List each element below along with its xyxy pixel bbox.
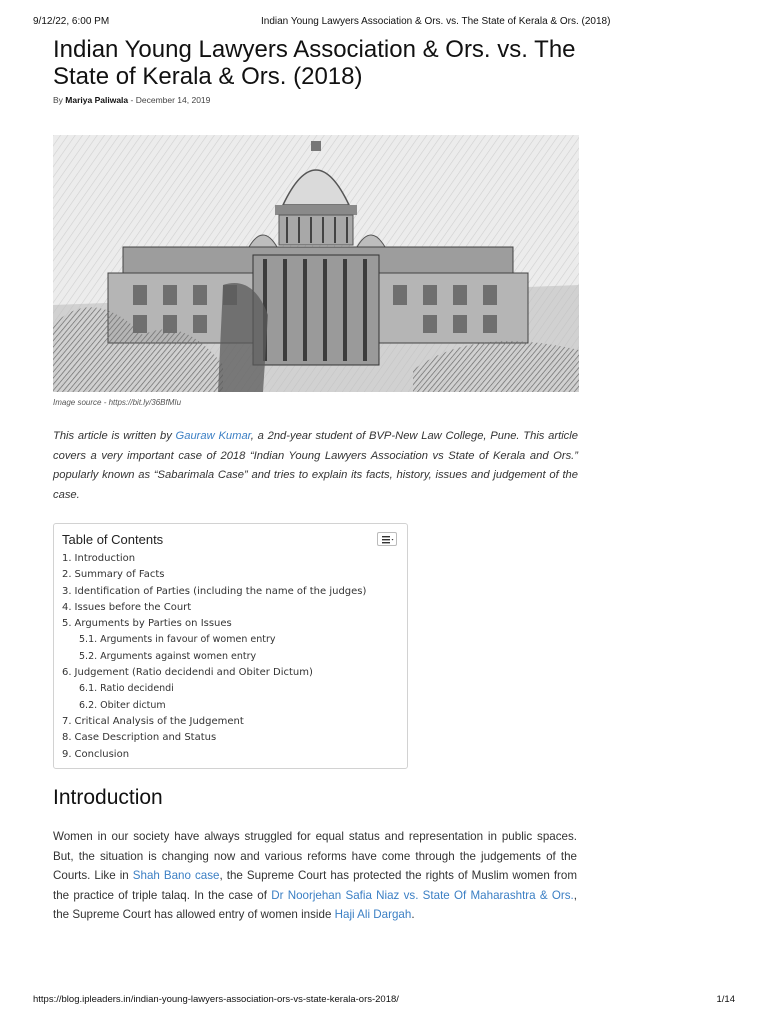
toc-item-number: 5.: [62, 618, 72, 630]
list-toggle-icon: [378, 534, 396, 546]
toc-item-label: Ratio decidendi: [100, 683, 174, 695]
toc-subitem[interactable]: [62, 698, 366, 714]
toc-subitem[interactable]: [62, 649, 366, 665]
toc-item[interactable]: [62, 567, 366, 583]
print-page-title: Indian Young Lawyers Association & Ors. vs. The State of Kerala & Ors. (2018): [261, 16, 611, 27]
by-label: By: [53, 95, 63, 105]
intro-body-text: , the Supreme Court has protected the rights of Muslim women from the practice of triple talaq. In the case of: [53, 869, 578, 902]
toc-item[interactable]: [62, 600, 366, 616]
toc-item[interactable]: [62, 747, 366, 763]
toc-item[interactable]: [62, 714, 366, 730]
image-caption: Image source - https://bit.ly/36BfMIu: [53, 398, 182, 407]
toc-item-number: 3.: [62, 585, 72, 597]
toc-item-label: Conclusion: [74, 748, 130, 760]
toc-item-label: Arguments in favour of women entry: [100, 634, 276, 646]
toc-item-number: 9.: [62, 748, 72, 760]
intro-text-before: This article is written by: [53, 430, 176, 442]
noorjehan-case-link[interactable]: Dr Noorjehan Safia Niaz vs. State Of Maharashtra & Ors.: [271, 888, 574, 902]
toc-item-label: Case Description and Status: [74, 732, 217, 744]
toc-item-number: 2.: [62, 569, 72, 581]
intro-body-text: , the Supreme Court has allowed entry of women inside: [53, 888, 577, 921]
toc-item-label: Summary of Facts: [74, 569, 165, 581]
page-url: https://blog.ipleaders.in/indian-young-lawyers-association-ors-vs-state-kerala-ors-2018/: [33, 994, 399, 1005]
table-of-contents: [53, 523, 408, 769]
hero-image: [53, 135, 579, 392]
article-title: Indian Young Lawyers Association & Ors. vs. The State of Kerala & Ors. (2018): [53, 36, 576, 90]
toc-item[interactable]: [62, 665, 366, 681]
print-footer: [33, 994, 735, 1008]
haji-ali-dargah-link[interactable]: Haji Ali Dargah: [334, 908, 412, 921]
intro-text-after: , a 2nd-year student of BVP-New Law College, Pune. This article covers a very important case of 2018 “Indian Young Lawyers Association vs State of Kerala and Ors.” popularly known as “Sabarimala Case” and tries to explain its facts, history, issues and judgement of the case.: [53, 430, 578, 501]
toc-toggle-button[interactable]: [377, 532, 397, 546]
toc-item-number: 7.: [62, 715, 72, 727]
toc-item-number: 5.2.: [79, 650, 98, 662]
toc-item-label: Arguments by Parties on Issues: [74, 618, 232, 630]
page-number: 1/14: [716, 994, 735, 1005]
intro-body-text: .: [411, 908, 415, 921]
intro-body-text: Women in our society have always struggled for equal status and representation in public spaces. But, the situation is changing now and various reforms have come through the judgements of the Courts. Like in: [53, 830, 577, 882]
supreme-court-sketch: [53, 135, 579, 392]
print-timestamp: 9/12/22, 6:00 PM: [33, 16, 110, 27]
publish-date: December 14, 2019: [135, 95, 211, 105]
byline: [53, 95, 210, 105]
introduction-heading: Introduction: [53, 786, 163, 809]
toc-item-label: Obiter dictum: [100, 699, 166, 711]
toc-subitem[interactable]: [62, 632, 366, 648]
toc-title: Table of Contents: [62, 532, 164, 547]
author-profile-link[interactable]: Gauraw Kumar: [175, 430, 251, 442]
toc-item-number: 6.: [62, 667, 72, 679]
toc-item-label: Critical Analysis of the Judgement: [74, 715, 244, 727]
toc-item-label: Introduction: [74, 553, 136, 564]
introduction-paragraph: [53, 827, 577, 925]
toc-item-number: 4.: [62, 601, 72, 613]
toc-item-number: 1.: [62, 553, 72, 564]
print-header: [33, 16, 738, 30]
toc-item-number: 8.: [62, 732, 72, 744]
toc-item[interactable]: [62, 730, 366, 746]
toc-subitem[interactable]: [62, 681, 366, 697]
toc-item-number: 6.1.: [79, 683, 98, 695]
toc-item[interactable]: [62, 616, 366, 632]
toc-item-number: 5.1.: [79, 634, 98, 646]
toc-item-label: Identification of Parties (including the name of the judges): [74, 585, 367, 597]
byline-separator: -: [130, 95, 134, 105]
toc-list: [62, 551, 366, 763]
toc-item-label: Arguments against women entry: [100, 650, 257, 662]
toc-item-label: Issues before the Court: [74, 601, 192, 613]
toc-item[interactable]: [62, 584, 366, 600]
toc-item-number: 6.2.: [79, 699, 98, 711]
shah-bano-link[interactable]: Shah Bano case: [132, 869, 220, 882]
author-link[interactable]: Mariya Paliwala: [65, 95, 129, 105]
toc-item[interactable]: [62, 551, 366, 567]
article-intro: [53, 427, 578, 505]
toc-item-label: Judgement (Ratio decidendi and Obiter Dictum): [74, 667, 313, 679]
